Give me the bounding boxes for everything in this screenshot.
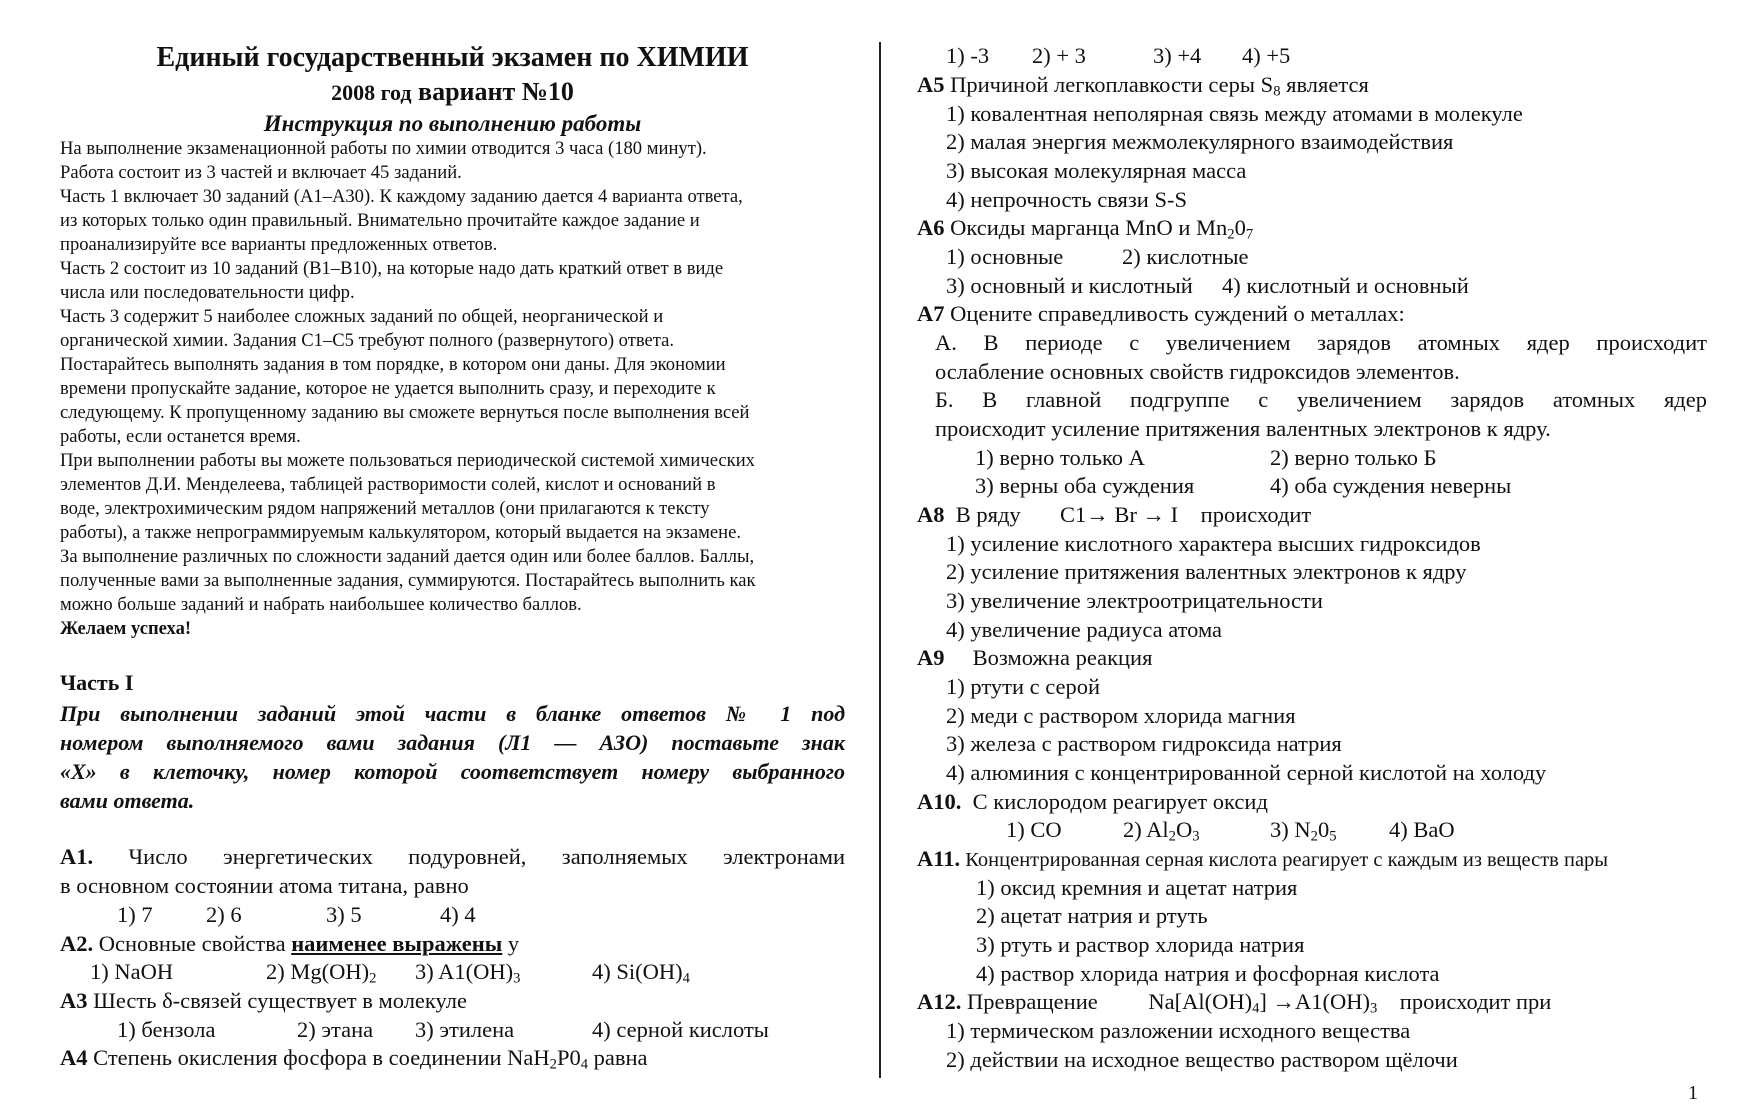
task-question: А8 В ряду C1→ Br → I происходит xyxy=(917,502,1312,527)
exam-year: 2008 год xyxy=(331,80,412,105)
task-number: А10. xyxy=(917,789,962,814)
answer-option: 2) кислотные xyxy=(1122,244,1249,269)
instruction-line: органической химии. Задания С1–С5 требуют полного (развернутого) ответа. xyxy=(60,330,675,351)
instruction-line: При выполнении работы вы можете пользоваться периодической системой химических xyxy=(60,450,755,471)
answer-option: 1) основные xyxy=(946,244,1064,269)
exam-subtitle xyxy=(60,79,845,105)
task-question xyxy=(60,990,467,1013)
answer-option: 2) ацетат натрия и ртуть xyxy=(976,903,1208,928)
instruction-line: проанализируйте все варианты предложенных ответов. xyxy=(60,234,498,255)
answer-option: 3) $N_20_5$ xyxy=(1270,817,1337,845)
answer-option: 3) этилена xyxy=(415,1017,515,1042)
answer-option: 3) +4 xyxy=(1153,43,1202,68)
statement-a: ослабление основных свойств гидроксидов элементов. xyxy=(935,359,1460,384)
answer-option: 2) усиление притяжения валентных электронов к ядру xyxy=(946,559,1467,584)
task-text: Шесть δ-связей существует в молекуле xyxy=(87,988,468,1013)
task-number: А12. xyxy=(917,989,962,1014)
answer-option: 2) малая энергия межмолекулярного взаимодействия xyxy=(946,129,1454,154)
part1-directive-line: При выполнении заданий этой части в бланке ответов № 1 под xyxy=(60,701,845,726)
task-question xyxy=(60,933,519,956)
answer-option: 3) железа с раствором гидроксида натрия xyxy=(946,731,1342,756)
task-question: в основном состоянии атома титана, равно xyxy=(60,873,469,898)
answer-option: 4) алюминия с концентрированной серной кислотой на холоду xyxy=(946,760,1547,785)
answer-option: 4) $Si(OH)_4$ xyxy=(592,959,690,987)
instruction-line: из которых только один правильный. Внимательно прочитайте каждое задание и xyxy=(60,210,700,231)
emphasis-text: наименее выражены xyxy=(291,931,503,956)
task-question xyxy=(60,846,845,869)
part1-directive-line: вами ответа. xyxy=(60,788,195,813)
answer-option: 4) серной кислоты xyxy=(592,1017,769,1042)
answer-option: 2) меди с раствором хлорида магния xyxy=(946,703,1296,728)
answer-option: 4) кислотный и основный xyxy=(1222,273,1469,298)
task-question: А10. С кислородом реагирует оксид xyxy=(917,789,1268,814)
answer-option: 3) увеличение электроотрицательности xyxy=(946,588,1323,613)
instruction-line: следующему. К пропущенному заданию вы сможете вернуться после выполнения всей xyxy=(60,402,750,423)
task-text: у xyxy=(502,931,520,956)
instruction-line: работы, если останется время. xyxy=(60,426,301,447)
answer-option: 2) $Mg(OH)_2$ xyxy=(266,959,377,987)
task-number: А9 xyxy=(917,645,945,670)
task-number: А3 xyxy=(60,988,88,1013)
exam-title: Единый государственный экзамен по ХИМИИ xyxy=(156,42,749,73)
answer-option: 1) ковалентная неполярная связь между атомами в молекуле xyxy=(946,101,1523,126)
task-question: А5 Причиной легкоплавкости серы $S_8$ является xyxy=(917,72,1369,100)
instruction-line: воде, электрохимическим рядом напряжений металлов (они прилагаются к тексту xyxy=(60,498,710,519)
answer-option: 4) раствор хлорида натрия и фосфорная кислота xyxy=(976,961,1440,986)
part1-directive-line: номером выполняемого вами задания (Л1 — АЗО) поставьте знак xyxy=(60,730,845,755)
statement-b: Б. В главной подгруппе с увеличением зарядов атомных ядер xyxy=(935,387,1707,412)
answer-option: 1) оксид кремния и ацетат натрия xyxy=(976,875,1298,900)
task-question: А7 Оцените справедливость суждений о металлах: xyxy=(917,301,1405,326)
task-number: А2. xyxy=(60,931,94,956)
column-divider xyxy=(879,42,881,1078)
answer-option: 4) BaO xyxy=(1389,817,1455,842)
task-number: А4 xyxy=(60,1045,88,1070)
instruction-line: Постарайтесь выполнять задания в том порядке, в котором они даны. Для экономии xyxy=(60,354,726,375)
answer-option: 2) этана xyxy=(297,1017,374,1042)
task-text: Основные свойства xyxy=(93,931,292,956)
answer-option: 2) 6 xyxy=(206,902,242,927)
instruction-line: полученные вами за выполненные задания, суммируются. Постарайтесь выполнить как xyxy=(60,570,756,591)
answer-option: 2) верно только Б xyxy=(1270,445,1437,470)
part1-title: Часть I xyxy=(60,670,134,695)
answer-option: 1) -3 xyxy=(946,43,990,68)
instruction-line: Работа состоит из 3 частей и включает 45 заданий. xyxy=(60,162,462,183)
task-number: А1. xyxy=(60,844,94,869)
answer-option: 4) +5 xyxy=(1242,43,1291,68)
variant-number: №10 xyxy=(521,77,574,106)
task-number: А8 xyxy=(917,502,945,527)
task-number: А11. xyxy=(917,846,961,871)
answer-option: 3) 5 xyxy=(326,902,362,927)
task-question: А6 Оксиды марганца MnO и $Mn_20_7$ xyxy=(917,215,1254,243)
answer-option: 3) $A1(OH)_3$ xyxy=(415,959,521,987)
answer-option: 1) ртути с серой xyxy=(946,674,1101,699)
answer-option: 1) NaOH xyxy=(90,959,174,984)
page-number: 1 xyxy=(1688,1082,1698,1104)
task-question: А11. Концентрированная серная кислота реагирует с каждым из веществ пары xyxy=(917,846,1609,871)
answer-option: 4) оба суждения неверны xyxy=(1270,473,1512,498)
instruction-line: Часть 3 содержит 5 наиболее сложных заданий по общей, неорганической и xyxy=(60,306,664,327)
answer-option: 4) увеличение радиуса атома xyxy=(946,617,1223,642)
statement-b: происходит усиление притяжения валентных электронов к ядру. xyxy=(935,416,1551,441)
part1-directive-line: «X» в клеточку, номер которой соответствует номеру выбранного xyxy=(60,759,845,784)
answer-option: 1) термическом разложении исходного вещества xyxy=(946,1018,1411,1043)
task-a4-question: А4 Степень окисления фосфора в соединении $NaH_2P0_4$ равна xyxy=(60,1045,648,1073)
instruction-line: времени пропускайте задание, которое не удается выполнить сразу, и переходите к xyxy=(60,378,716,399)
instruction-title: Инструкция по выполнению работы xyxy=(263,111,642,136)
task-question: А12. Превращение $Na[Al(OH)_4] \to A1(OH)_3$ происходит при xyxy=(917,989,1552,1017)
instruction-line: элементов Д.И. Менделеева, таблицей растворимости солей, кислот и оснований в xyxy=(60,474,716,495)
answer-option: 3) ртуть и раствор хлорида натрия xyxy=(976,932,1305,957)
task-question: А9 Возможна реакция xyxy=(917,645,1153,670)
task-text: Число энергетических подуровней, заполняемых электронами xyxy=(128,844,846,869)
answer-option: 1) CO xyxy=(1006,817,1062,842)
instruction-line: За выполнение различных по сложности заданий дается один или более баллов. Баллы, xyxy=(60,546,755,567)
answer-option: 4) 4 xyxy=(440,902,476,927)
instruction-line: можно больше заданий и набрать наибольшее количество баллов. xyxy=(60,594,582,615)
answer-option: 4) непрочность связи S-S xyxy=(946,187,1187,212)
instruction-line: работы), а также непрограммируемым калькулятором, который выдается на экзамене. xyxy=(60,522,741,543)
statement-a: А. В периоде с увеличением зарядов атомных ядер происходит xyxy=(935,330,1707,355)
instruction-line: числа или последовательности цифр. xyxy=(60,282,355,303)
answer-option: 3) верны оба суждения xyxy=(975,473,1195,498)
task-number: А5 xyxy=(917,72,945,97)
answer-option: 3) основный и кислотный xyxy=(946,273,1193,298)
task-number: А6 xyxy=(917,215,945,240)
wish-text: Желаем успеха! xyxy=(60,618,192,639)
answer-option: 2) $Al_2O_3$ xyxy=(1123,817,1200,845)
answer-option: 1) 7 xyxy=(117,902,153,927)
answer-option: 2) + 3 xyxy=(1032,43,1086,68)
task-number: А7 xyxy=(917,301,945,326)
answer-option: 1) усиление кислотного характера высших гидроксидов xyxy=(946,531,1481,556)
answer-option: 2) действии на исходное вещество раствором щёлочи xyxy=(946,1047,1458,1072)
answer-option: 3) высокая молекулярная масса xyxy=(946,158,1247,183)
instruction-line: Часть 1 включает 30 заданий (А1–А30). К каждому заданию дается 4 варианта ответа, xyxy=(60,186,743,207)
instruction-line: На выполнение экзаменационной работы по химии отводится 3 часа (180 минут). xyxy=(60,138,707,159)
instruction-line: Часть 2 состоит из 10 заданий (В1–В10), на которые надо дать краткий ответ в виде xyxy=(60,258,724,279)
answer-option: 1) верно только А xyxy=(975,445,1145,470)
answer-option: 1) бензола xyxy=(117,1017,216,1042)
variant-label: вариант xyxy=(418,77,516,106)
